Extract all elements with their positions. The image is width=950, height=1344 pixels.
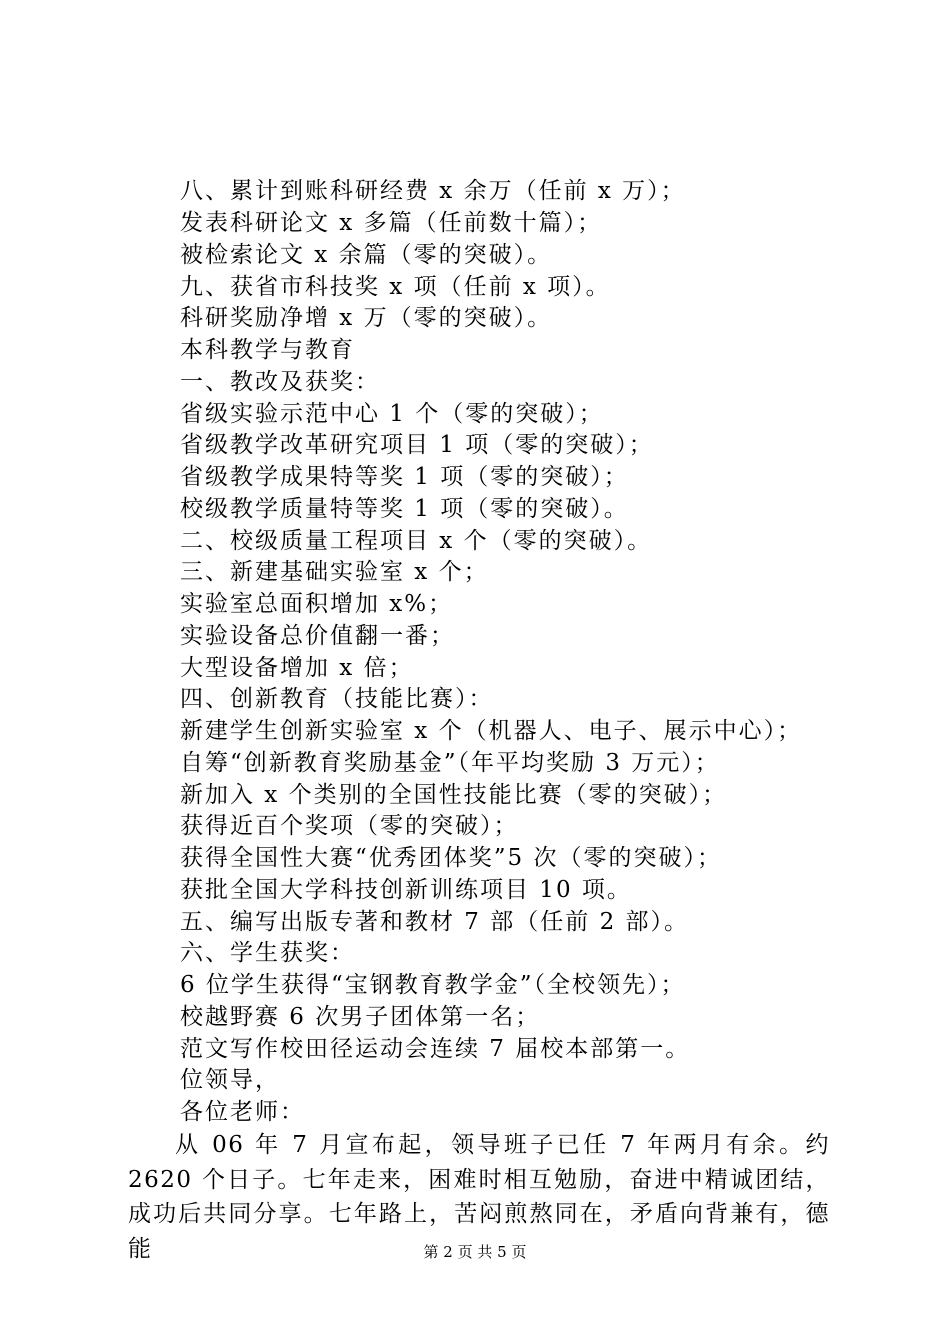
text-line: 六、学生获奖： [180, 940, 355, 966]
text-line: 获批全国大学科技创新训练项目 10 项。 [180, 877, 632, 903]
text-line: 实验室总面积增加 x%； [180, 591, 454, 617]
text-line: 范文写作校田径运动会连续 7 届校本部第一。 [180, 1036, 691, 1062]
text-line: 发表科研论文 x 多篇（任前数十篇）； [180, 210, 603, 236]
text-line: 八、累计到账科研经费 x 余万（任前 x 万）； [180, 178, 686, 204]
text-line: 五、编写出版专著和教材 7 部（任前 2 部）。 [180, 909, 690, 935]
text-line: 获得全国性大赛“优秀团体奖”5 次（零的突破）； [180, 845, 722, 871]
text-line: 二、校级质量工程项目 x 个（零的突破）。 [180, 528, 653, 554]
page-footer: 第 2 页 共 5 页 [423, 1243, 527, 1261]
text-line: 大型设备增加 x 倍； [180, 655, 414, 681]
text-line: 新建学生创新实验室 x 个（机器人、电子、展示中心）； [180, 718, 803, 744]
text-line: 获得近百个奖项（零的突破）； [180, 813, 519, 839]
text-line: 省级教学成果特等奖 1 项（零的突破）； [180, 464, 629, 490]
text-line: 新加入 x 个类别的全国性技能比赛（零的突破）； [180, 782, 728, 808]
text-line: 科研奖励净增 x 万（零的突破）。 [180, 305, 553, 331]
text-line: 自筹“创新教育奖励基金”（年平均奖励 3 万元）； [180, 750, 720, 776]
text-line: 实验设备总价值翻一番； [180, 623, 455, 649]
text-line: 一、教改及获奖： [180, 369, 380, 395]
text-line: 三、新建基础实验室 x 个； [180, 559, 489, 585]
text-line: 被检索论文 x 余篇（零的突破）。 [180, 242, 553, 268]
text-line: 位领导， [180, 1067, 280, 1093]
text-line: 四、创新教育（技能比赛）： [180, 686, 494, 712]
text-line: 省级教学改革研究项目 1 项（零的突破）； [180, 432, 654, 458]
text-line: 各位老师： [180, 1099, 305, 1125]
body-paragraph: 从 06 年 7 月宣布起，领导班子已任 7 年两月有余。约 2620 个日子。七年走来，困难时相互勉励，奋进中精诚团结，成功后共同分享。七年路上，苦闷煎熬同在，矛盾向背兼有，德能 [128, 1132, 830, 1262]
text-line: 校级教学质量特等奖 1 项（零的突破）。 [180, 496, 629, 522]
text-line: 6 位学生获得“宝钢教育教学金”（全校领先）； [180, 972, 686, 998]
text-line: 省级实验示范中心 1 个（零的突破）； [180, 401, 604, 427]
text-line: 校越野赛 6 次男子团体第一名； [180, 1004, 541, 1030]
section-heading: 本科教学与教育 [180, 337, 355, 363]
text-line: 九、获省市科技奖 x 项（任前 x 项）。 [180, 274, 611, 300]
